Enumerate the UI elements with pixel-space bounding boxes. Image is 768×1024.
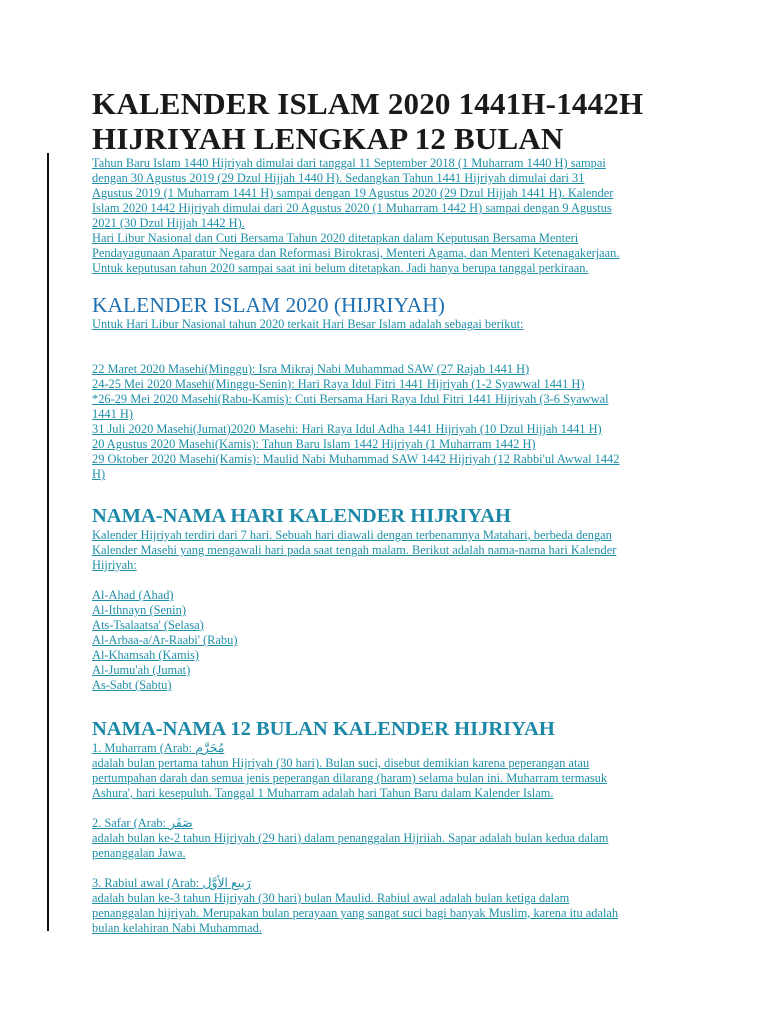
day-name-item[interactable]: Al-Ithnayn (Senin) (92, 603, 186, 617)
month-line: adalah bulan ke-2 tahun Hijriyah (29 hari) dalam penanggalan Hijriiah. Sapar adalah bulan kedua dalam (92, 831, 609, 845)
holiday-item[interactable]: 29 Oktober 2020 Masehi(Kamis): Maulid Nabi Muhammad SAW 1442 Hijriyah (12 Rabbi'ul Awwal 1442 (92, 452, 620, 466)
month-description-rabiul-awal[interactable] (92, 891, 692, 936)
day-name-item[interactable]: Al-Khamsah (Kamis) (92, 648, 200, 662)
intro-line: Untuk keputusan tahun 2020 sampai saat ini belum ditetapkan. Jadi hanya berupa tanggal perkiraan. (92, 261, 589, 275)
month-heading-rabiul-awal[interactable]: 3. Rabiul awal (Arab: رَبيع الأوَّل (92, 876, 251, 890)
intro-line: 2021 (30 Dzul Hijjah 1442 H). (92, 216, 245, 230)
intro-line: Islam 2020 1442 Hijriyah dimulai dari 20 Agustus 2020 (1 Muharram 1442 H) sampai dengan 9 Agustus (92, 201, 612, 215)
day-name-item[interactable]: As-Sabt (Sabtu) (92, 678, 172, 692)
holiday-item[interactable]: 20 Agustus 2020 Masehi(Kamis): Tahun Baru Islam 1442 Hijriyah (1 Muharram 1442 H) (92, 437, 536, 451)
intro-line: Agustus 2019 (1 Muharram 1441 H) sampai dengan 19 Agustus 2020 (29 Dzul Hijjah 1441 H). Kalender (92, 186, 614, 200)
day-name-item[interactable]: Ats-Tsalaatsa' (Selasa) (92, 618, 204, 632)
intro-line: Pendayagunaan Aparatur Negara dan Reformasi Birokrasi, Menteri Agama, dan Menteri Ketenagakerjaan. (92, 246, 620, 260)
intro-paragraph[interactable] (92, 156, 692, 276)
month-line: pertumpahan darah dan semua jenis peperangan dilarang (haram) selama bulan ini. Muharram termasuk (92, 771, 608, 785)
section-heading-nama-bulan: NAMA-NAMA 12 BULAN KALENDER HIJRIYAH (92, 718, 555, 740)
day-name-item[interactable]: Al-Jumu'ah (Jumat) (92, 663, 191, 677)
month-line: bulan kelahiran Nabi Muhammad. (92, 921, 262, 935)
document-page (92, 86, 692, 936)
holiday-item[interactable]: *26-29 Mei 2020 Masehi(Rabu-Kamis): Cuti Bersama Hari Raya Idul Fitri 1441 Hijriyah (3-6 Syawwal (92, 392, 609, 406)
intro-line: dengan 30 Agustus 2019 (29 Dzul Hijjah 1440 H). Sedangkan Tahun 1441 Hijriyah dimulai dari 31 (92, 171, 585, 185)
section1-lead-line: Untuk Hari Libur Nasional tahun 2020 terkait Hari Besar Islam adalah sebagai berikut: (92, 317, 524, 331)
holiday-list (92, 362, 692, 482)
day-names-list (92, 588, 692, 693)
month-line: Ashura', hari kesepuluh. Tanggal 1 Muharram adalah hari Tahun Baru dalam Kalender Islam. (92, 786, 554, 800)
intro-line: Hari Libur Nasional dan Cuti Bersama Tahun 2020 ditetapkan dalam Keputusan Bersama Menteri (92, 231, 579, 245)
holiday-item[interactable]: 1441 H) (92, 407, 133, 421)
month-heading-muharram[interactable]: 1. Muharram (Arab: مُحَرَّم (92, 741, 225, 755)
section1-lead[interactable] (92, 317, 692, 332)
month-description-safar[interactable] (92, 831, 692, 861)
holiday-item[interactable]: 31 Juli 2020 Masehi(Jumat)2020 Masehi: Hari Raya Idul Adha 1441 Hijriyah (10 Dzul Hijjah 1441 H) (92, 422, 602, 436)
month-line: penanggalan hijriyah. Merupakan bulan perayaan yang sangat suci bagi banyak Muslim, karena itu adalah (92, 906, 619, 920)
day-name-item[interactable]: Al-Arbaa-a/Ar-Raabi' (Rabu) (92, 633, 238, 647)
month-line: adalah bulan ke-3 tahun Hijriyah (30 hari) bulan Maulid. Rabiul awal adalah bulan ketiga dalam (92, 891, 570, 905)
month-line: penanggalan Jawa. (92, 846, 186, 860)
left-margin-rule (47, 153, 49, 931)
section-heading-nama-hari: NAMA-NAMA HARI KALENDER HIJRIYAH (92, 505, 511, 527)
section-heading-kalender-2020: KALENDER ISLAM 2020 (HIJRIYAH) (92, 293, 445, 317)
day-name-item[interactable]: Al-Ahad (Ahad) (92, 588, 174, 602)
section2-lead-line: Hijriyah: (92, 558, 137, 572)
holiday-item[interactable]: 24-25 Mei 2020 Masehi(Minggu-Senin): Hari Raya Idul Fitri 1441 Hijriyah (1-2 Syawwal 1441 H) (92, 377, 585, 391)
month-description-muharram[interactable] (92, 756, 692, 801)
intro-line: Tahun Baru Islam 1440 Hijriyah dimulai dari tanggal 11 September 2018 (1 Muharram 1440 H) sampai (92, 156, 606, 170)
holiday-item[interactable]: 22 Maret 2020 Masehi(Minggu): Isra Mikraj Nabi Muhammad SAW (27 Rajab 1441 H) (92, 362, 530, 376)
holiday-item[interactable]: H) (92, 467, 106, 481)
section2-lead[interactable] (92, 528, 692, 573)
month-line: adalah bulan pertama tahun Hijriyah (30 hari). Bulan suci, disebut demikian karena peperangan atau (92, 756, 590, 770)
section2-lead-line: Kalender Masehi yang mengawali hari pada saat tengah malam. Berikut adalah nama-nama hari Kalender (92, 543, 617, 557)
month-heading-safar[interactable]: 2. Safar (Arab: صَفَر (92, 816, 193, 830)
page-title: KALENDER ISLAM 2020 1441H-1442H HIJRIYAH LENGKAP 12 BULAN (92, 86, 644, 156)
section2-lead-line: Kalender Hijriyah terdiri dari 7 hari. Sebuah hari diawali dengan terbenamnya Matahari, berbeda dengan (92, 528, 612, 542)
